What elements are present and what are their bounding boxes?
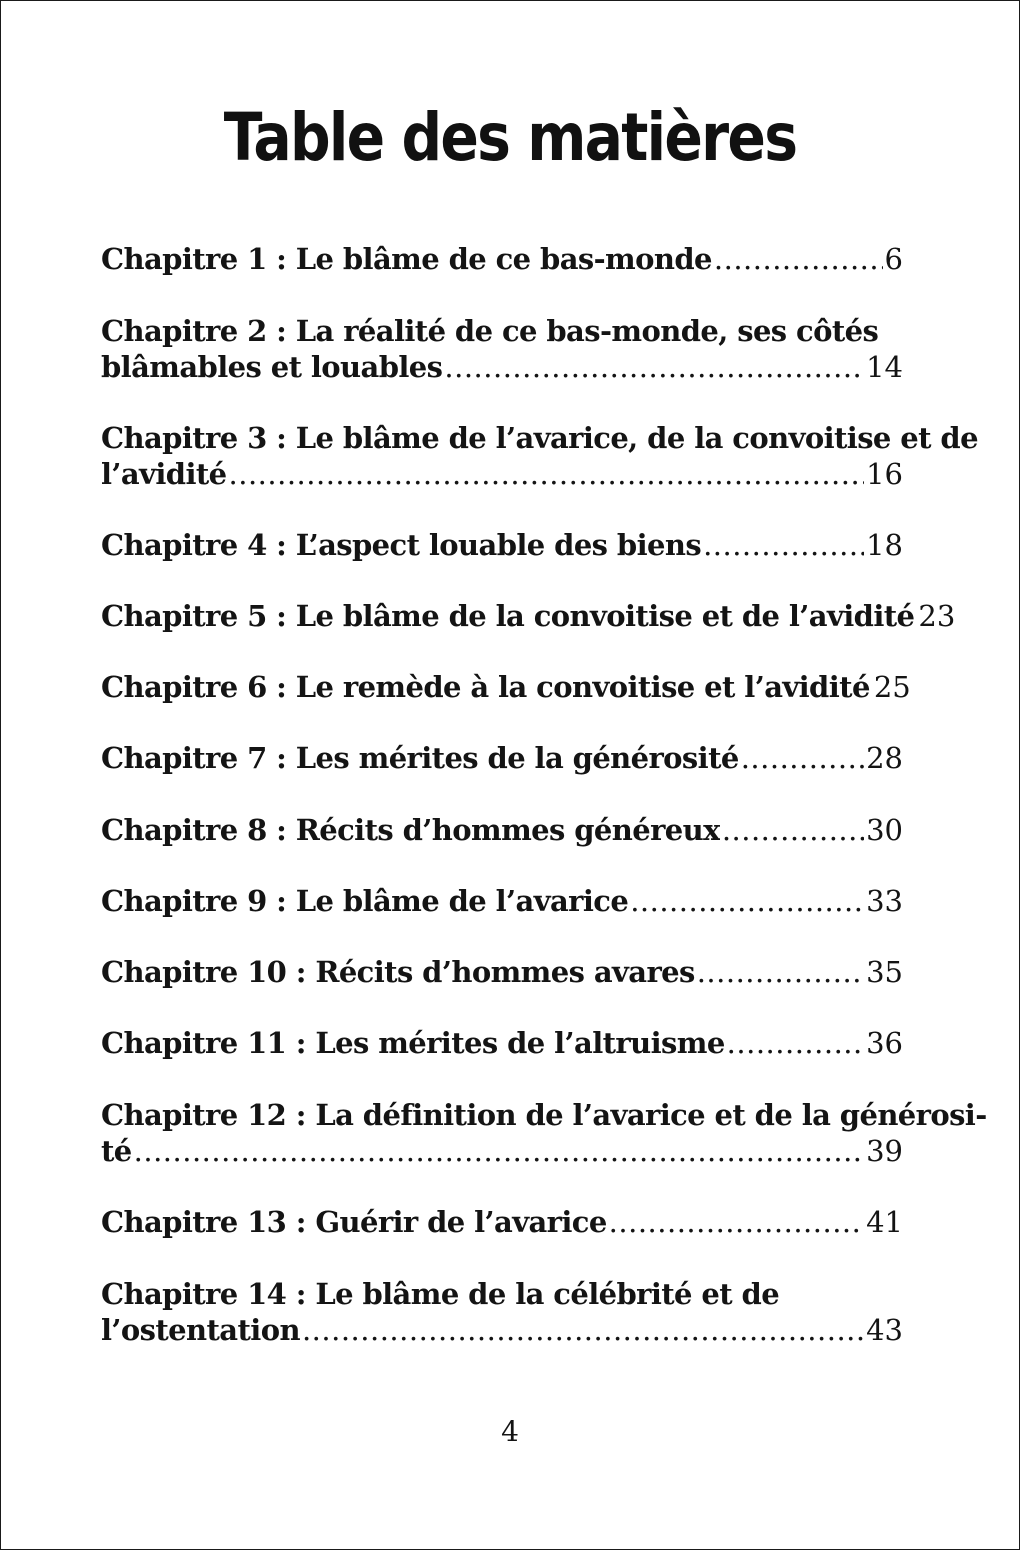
toc-entry-line: [101, 1204, 903, 1240]
toc-entry-line: [101, 527, 903, 563]
toc-entry-title-line: Chapitre 2 : La réalité de ce bas-monde, ses côtés: [101, 314, 879, 348]
toc-entry-label: Chapitre 5 : Le blâme de la convoitise et de l’avidité: [101, 599, 915, 633]
toc-entry-label: té: [101, 1134, 132, 1168]
toc-entry-line: [101, 349, 903, 385]
toc-entry-page-number: 25: [873, 670, 911, 704]
dot-leader: [444, 349, 864, 385]
toc-entry-title-line: Chapitre 12 : La définition de l’avarice et de la générosi-: [101, 1098, 987, 1132]
toc-entry-page-number: 43: [866, 1313, 903, 1347]
toc-entry-line: [101, 1133, 903, 1169]
toc-entry-line: [101, 1312, 903, 1348]
toc-entry-label: Chapitre 10 : Récits d’hommes avares: [101, 955, 695, 989]
toc-entry-page-number: 36: [866, 1026, 903, 1060]
toc-entry[interactable]: [101, 954, 903, 990]
toc-entry-page-number: 30: [866, 813, 903, 847]
dot-leader: [727, 1025, 864, 1061]
toc-entry-page-number: 35: [866, 955, 903, 989]
dot-leader: [609, 1204, 864, 1240]
toc-entry[interactable]: [101, 883, 903, 919]
toc-entry[interactable]: [101, 241, 903, 277]
toc-entry-label: l’avidité: [101, 457, 227, 491]
toc-entry-label: Chapitre 8 : Récits d’hommes généreux: [101, 813, 720, 847]
dot-leader: [302, 1312, 864, 1348]
toc-entry[interactable]: [101, 1025, 903, 1061]
dot-leader: [703, 527, 864, 563]
dot-leader: [714, 241, 883, 277]
dot-leader: [134, 1133, 864, 1169]
toc-entry-page-number: 16: [866, 457, 903, 491]
toc-entry-page-number: 23: [918, 599, 956, 633]
toc-entry[interactable]: [101, 313, 903, 385]
toc-entry[interactable]: [101, 420, 978, 492]
dot-leader: [722, 812, 864, 848]
toc-entry-label: Chapitre 11 : Les mérites de l’altruisme: [101, 1026, 725, 1060]
toc-entry-label: Chapitre 7 : Les mérites de la générosité: [101, 741, 739, 775]
toc-entry[interactable]: [101, 1097, 987, 1169]
toc-entry-label: Chapitre 13 : Guérir de l’avarice: [101, 1205, 607, 1239]
dot-leader: [697, 954, 864, 990]
toc-entry-label: blâmables et louables: [101, 350, 443, 384]
page-title: Table des matières: [223, 99, 797, 176]
toc-entry-line: [101, 456, 903, 492]
toc-entry-line: [101, 241, 903, 277]
toc-entry-page-number: 39: [866, 1134, 903, 1168]
toc-entry-page-number: 33: [866, 884, 903, 918]
toc-entry-line: [101, 954, 903, 990]
toc-entry-label: Chapitre 1 : Le blâme de ce bas-monde: [101, 242, 712, 276]
toc-entry-line: [101, 812, 903, 848]
toc-entry[interactable]: [101, 740, 903, 776]
toc-entry-page-number: 28: [866, 741, 903, 775]
toc-entry-page-number: 18: [866, 528, 903, 562]
toc-entry[interactable]: [101, 598, 956, 634]
toc-entry-label: Chapitre 4 : L’aspect louable des biens: [101, 528, 702, 562]
toc-entry[interactable]: [101, 812, 903, 848]
toc-entry-title-line: Chapitre 3 : Le blâme de l’avarice, de la convoitise et de: [101, 421, 978, 455]
page-number: 4: [501, 1415, 519, 1448]
toc-entry-line: [101, 669, 911, 705]
toc-entry-page-number: 41: [866, 1205, 903, 1239]
toc-entry-line: [101, 598, 956, 634]
toc-entry[interactable]: [101, 669, 911, 705]
toc-entry[interactable]: [101, 1276, 903, 1348]
dot-leader: [630, 883, 864, 919]
toc-entry-title-line: Chapitre 14 : Le blâme de la célébrité et de: [101, 1277, 780, 1311]
toc-entry-line: [101, 883, 903, 919]
toc-entry-page-number: 6: [884, 242, 903, 276]
toc-entry-page-number: 14: [866, 350, 903, 384]
dot-leader: [229, 456, 865, 492]
toc-entry[interactable]: [101, 1204, 903, 1240]
toc-entry[interactable]: [101, 527, 903, 563]
dot-leader: [741, 740, 864, 776]
toc-entry-line: [101, 1025, 903, 1061]
toc-entry-label: l’ostentation: [101, 1313, 300, 1347]
toc-entry-label: Chapitre 6 : Le remède à la convoitise et l’avidité: [101, 670, 870, 704]
toc-entry-line: [101, 740, 903, 776]
toc-entry-label: Chapitre 9 : Le blâme de l’avarice: [101, 884, 629, 918]
